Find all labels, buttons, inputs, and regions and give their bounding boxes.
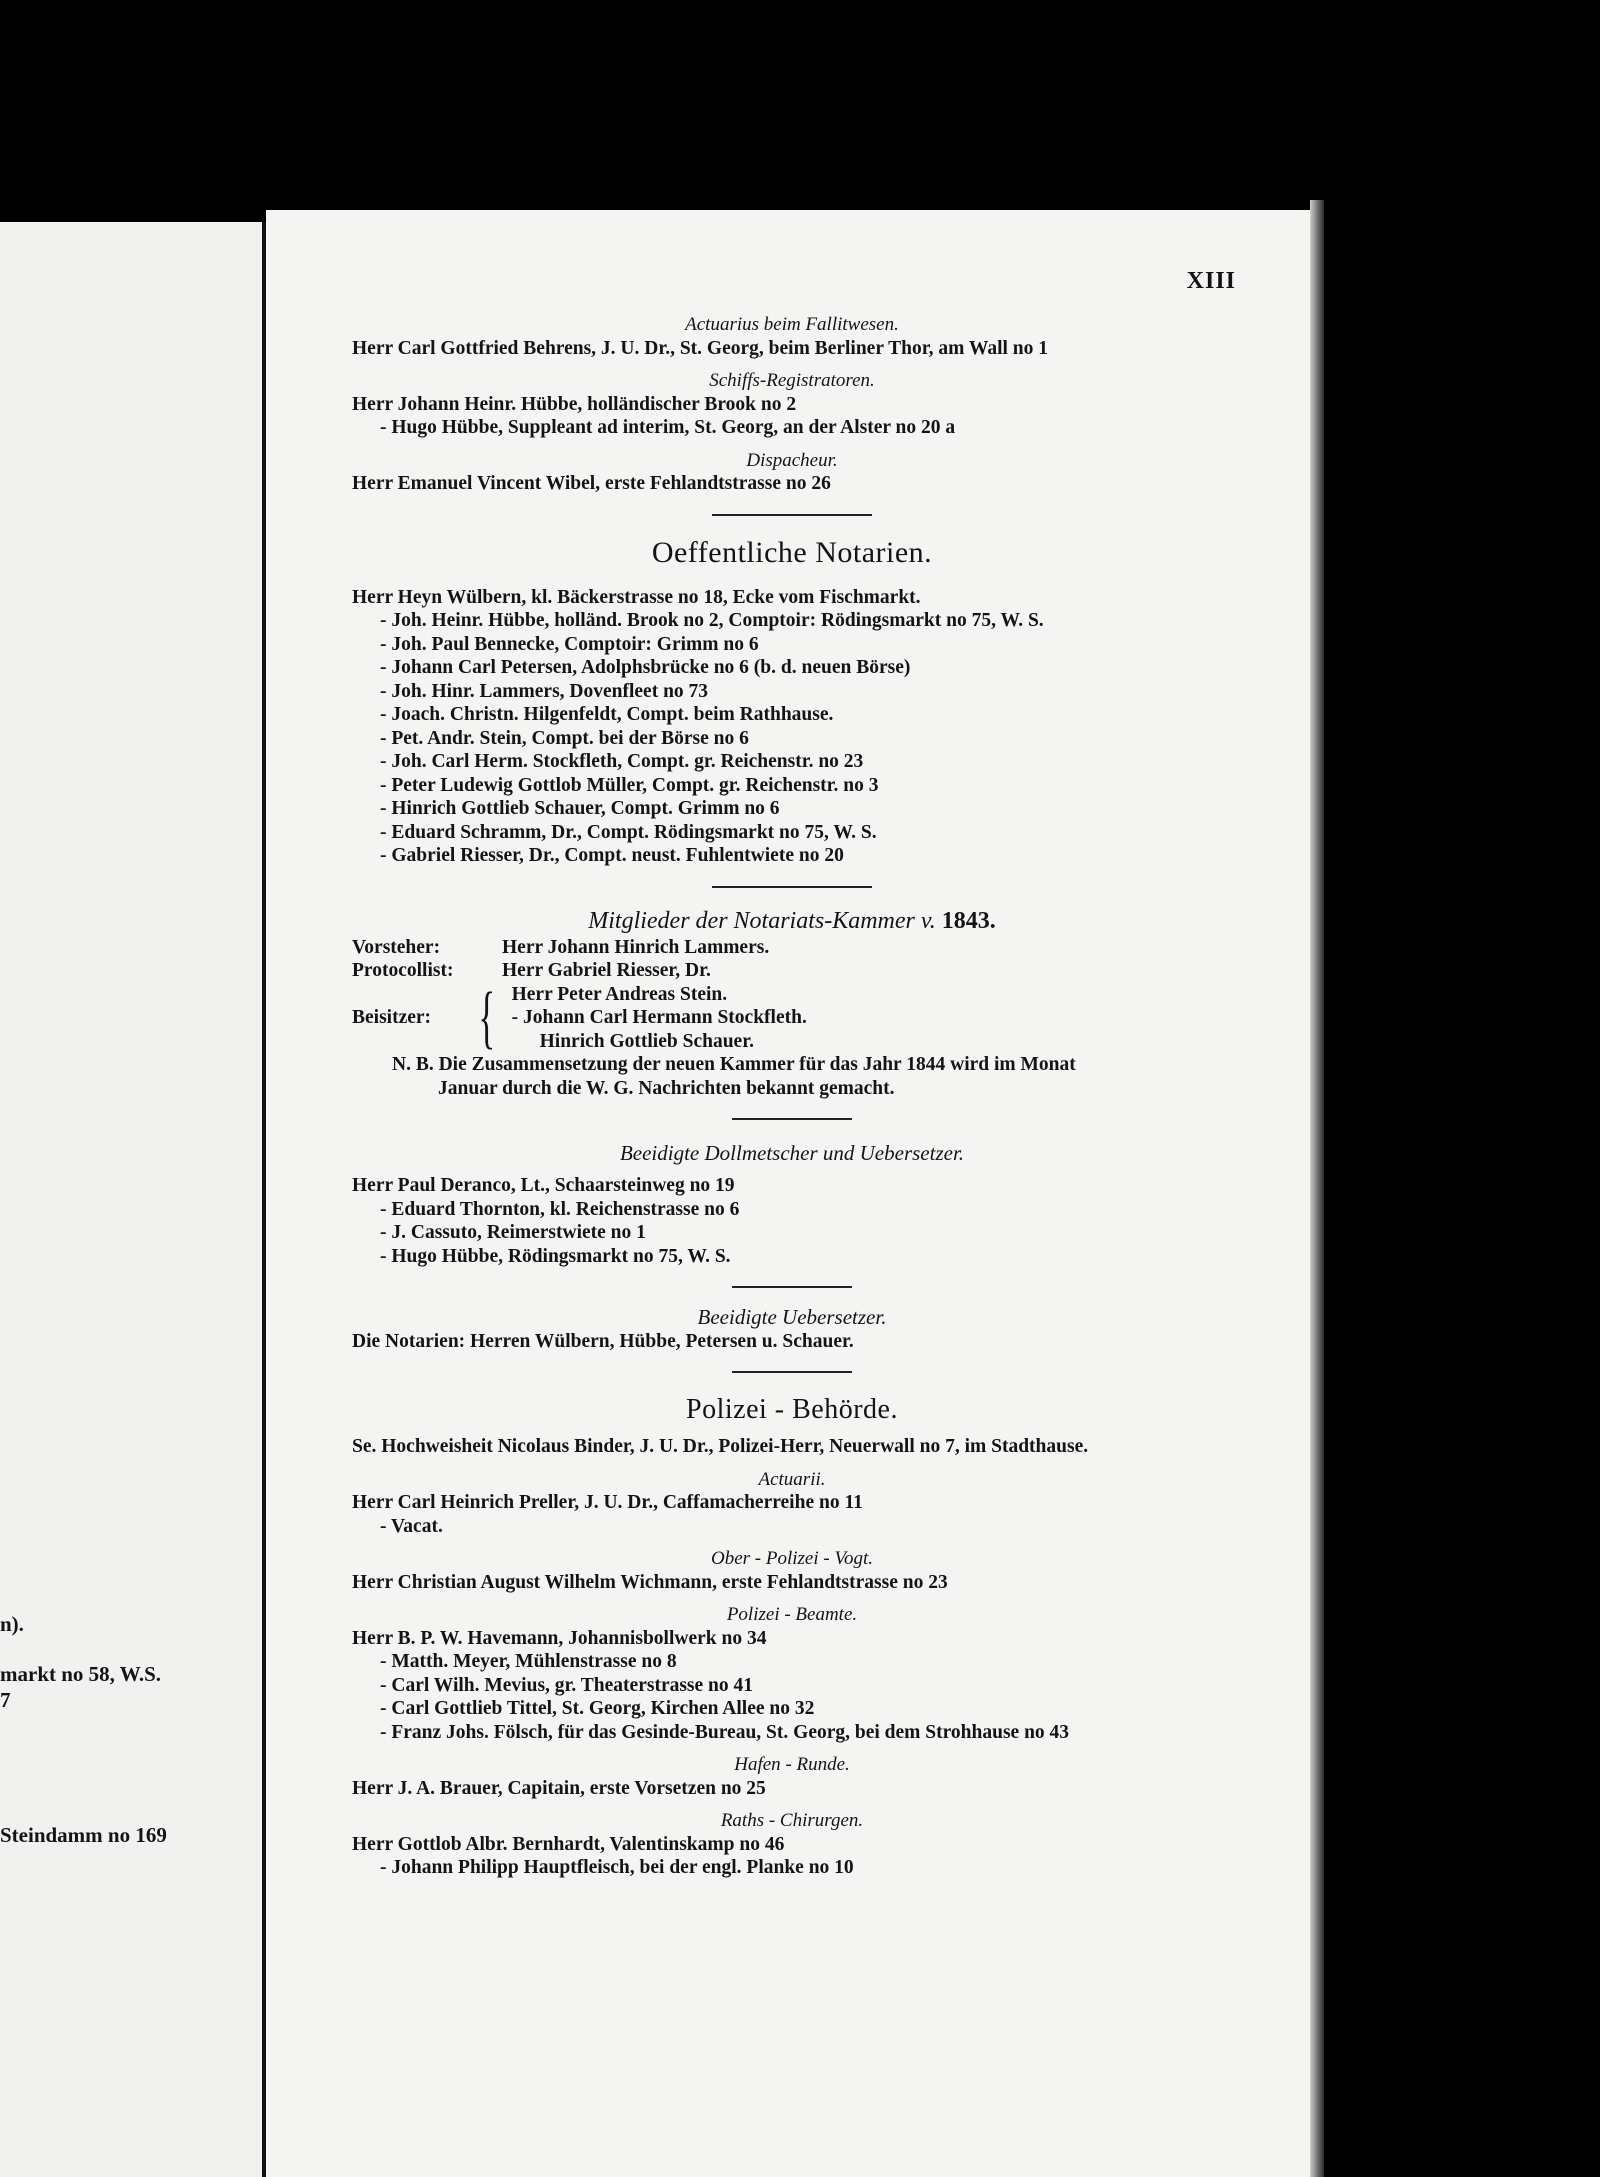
left-fragment: Steindamm no 169 — [0, 1823, 167, 1847]
entry-line: - Johann Philipp Hauptfleisch, bei der engl. Planke no 10 — [380, 1857, 854, 1878]
entry-line: Herr J. A. Brauer, Capitain, erste Vorsetzen no 25 — [352, 1777, 766, 1799]
entry-line: Herr Johann Heinr. Hübbe, holländischer Brook no 2 — [352, 393, 797, 415]
section-title: Polizei - Behörde. — [686, 1394, 898, 1425]
entry-line: - J. Cassuto, Reimerstwiete no 1 — [380, 1222, 646, 1243]
entry-line: - Vacat. — [380, 1515, 443, 1537]
section-dollmetscher — [352, 1138, 1232, 1268]
kammer-heading-text: Mitglieder der Notariats-Kammer v. — [588, 907, 936, 934]
left-fragment: markt no 58, W.S. — [0, 1662, 162, 1686]
left-fragment: 7 — [0, 1688, 11, 1712]
section-heading: Beeidigte Dollmetscher und Uebersetzer. — [619, 1141, 965, 1165]
entry-line: - Gabriel Riesser, Dr., Compt. neust. Fuhlentwiete no 20 — [380, 845, 844, 866]
entry-line: - Eduard Schramm, Dr., Compt. Rödingsmarkt no 75, W. S. — [380, 821, 877, 843]
divider-rule — [732, 1118, 852, 1120]
page-content — [352, 304, 1232, 1888]
beisitzer-item: Hinrich Gottlieb Schauer. — [539, 1030, 754, 1052]
entry-line: Se. Hochweisheit Nicolaus Binder, J. U. Dr., Polizei-Herr, Neuerwall no 7, im Stadthause. — [352, 1436, 1089, 1457]
section-heading: Polizei - Beamte. — [726, 1604, 858, 1625]
entry-line: - Hinrich Gottlieb Schauer, Compt. Grimm no 6 — [380, 798, 780, 819]
kammer-note: N. B. Die Zusammensetzung der neuen Kammer für das Jahr 1844 wird im Monat — [392, 1054, 1076, 1075]
section-heading: Beeidigte Uebersetzer. — [697, 1305, 887, 1329]
section-kammer — [352, 906, 1232, 1101]
section-heading: Actuarius beim Fallitwesen. — [685, 314, 899, 335]
entry-line: - Matth. Meyer, Mühlenstrasse no 8 — [380, 1651, 677, 1672]
kammer-row — [352, 936, 1232, 960]
beisitzer-list — [512, 983, 807, 1054]
section-actuarii — [352, 1468, 1232, 1539]
section-notarien — [352, 534, 1232, 868]
section-heading: Actuarii. — [758, 1468, 826, 1490]
entry-line: - Joh. Carl Herm. Stockfleth, Compt. gr. Reichenstr. no 23 — [380, 751, 864, 772]
entry-line: Herr Emanuel Vincent Wibel, erste Fehlandtstrasse no 26 — [352, 473, 831, 494]
entry-line: - Carl Gottlieb Tittel, St. Georg, Kirchen Allee no 32 — [380, 1698, 815, 1719]
entry-line: Die Notarien: Herren Wülbern, Hübbe, Petersen u. Schauer. — [352, 1330, 854, 1352]
section-actuarius — [352, 313, 1232, 360]
entry-line: - Peter Ludewig Gottlob Müller, Compt. gr. Reichenstr. no 3 — [380, 774, 879, 796]
section-vogt — [352, 1547, 1232, 1594]
section-heading: Hafen - Runde. — [734, 1754, 850, 1775]
kammer-value: Herr Gabriel Riesser, Dr. — [502, 960, 711, 981]
entry-line: Herr Christian August Wilhelm Wichmann, erste Fehlandtstrasse no 23 — [352, 1571, 948, 1593]
entry-line: - Pet. Andr. Stein, Compt. bei der Börse no 6 — [380, 727, 749, 749]
kammer-note: Januar durch die W. G. Nachrichten bekannt gemacht. — [438, 1077, 895, 1099]
entry-line: - Franz Johs. Fölsch, für das Gesinde-Bureau, St. Georg, bei dem Strohhause no 43 — [380, 1721, 1070, 1743]
page-edge — [1310, 200, 1324, 2177]
section-schiffs — [352, 369, 1232, 440]
section-beamte — [352, 1603, 1232, 1744]
entry-line: - Joh. Heinr. Hübbe, holländ. Brook no 2, Comptoir: Rödingsmarkt no 75, W. S. — [380, 610, 1044, 631]
right-page — [266, 210, 1310, 2177]
entry-line: Herr Heyn Wülbern, kl. Bäckerstrasse no 18, Ecke vom Fischmarkt. — [352, 586, 921, 608]
section-heading: Raths - Chirurgen. — [720, 1810, 864, 1831]
page-number: XIII — [1186, 268, 1236, 294]
beisitzer-item: - Johann Carl Hermann Stockfleth. — [511, 1007, 807, 1028]
entry-line: - Eduard Thornton, kl. Reichenstrasse no 6 — [380, 1198, 740, 1220]
section-dispacheur — [352, 449, 1232, 496]
entry-line: - Hugo Hübbe, Suppleant ad interim, St. Georg, an der Alster no 20 a — [380, 417, 956, 438]
kammer-label: Vorsteher: — [352, 936, 441, 958]
section-polizei — [352, 1391, 1232, 1459]
section-title: Oeffentliche Notarien. — [651, 535, 933, 569]
divider-rule — [732, 1371, 852, 1373]
entry-line: Herr Carl Gottfried Behrens, J. U. Dr., St. Georg, beim Berliner Thor, am Wall no 1 — [352, 337, 1049, 359]
section-heading: Dispacheur. — [746, 449, 838, 471]
entry-line: - Joh. Hinr. Lammers, Dovenfleet no 73 — [380, 680, 709, 702]
divider-rule — [732, 1286, 852, 1288]
entry-line: Herr Paul Deranco, Lt., Schaarsteinweg no 19 — [352, 1175, 735, 1196]
entry-line: - Joh. Paul Bennecke, Comptoir: Grimm no 6 — [380, 633, 759, 655]
entry-line: - Johann Carl Petersen, Adolphsbrücke no 6 (b. d. neuen Börse) — [380, 657, 911, 678]
entry-line: - Hugo Hübbe, Rödingsmarkt no 75, W. S. — [380, 1245, 731, 1267]
entry-line: Herr Carl Heinrich Preller, J. U. Dr., Caffamacherreihe no 11 — [352, 1492, 863, 1513]
left-fragment: n). — [0, 1612, 24, 1636]
section-uebersetzer — [352, 1306, 1232, 1353]
divider-rule — [712, 886, 872, 888]
kammer-label: Beisitzer: — [352, 1007, 432, 1028]
divider-rule — [712, 514, 872, 516]
beisitzer-item: Herr Peter Andreas Stein. — [511, 983, 728, 1005]
section-chirurgen — [352, 1809, 1232, 1880]
kammer-year: 1843. — [941, 907, 996, 934]
kammer-label: Protocollist: — [352, 960, 454, 981]
beisitzer-block — [352, 978, 1232, 1056]
kammer-value: Herr Johann Hinrich Lammers. — [502, 936, 770, 958]
entry-line: Herr B. P. W. Havemann, Johannisbollwerk no 34 — [352, 1627, 767, 1649]
brace-icon: { — [478, 978, 496, 1056]
entry-line: Herr Gottlob Albr. Bernhardt, Valentinskamp no 46 — [352, 1833, 785, 1855]
entry-line: - Joach. Christn. Hilgenfeldt, Compt. beim Rathhause. — [380, 704, 834, 725]
section-heading — [352, 906, 1232, 936]
section-hafen — [352, 1753, 1232, 1800]
section-heading: Schiffs-Registratoren. — [709, 370, 875, 391]
left-page — [0, 222, 262, 2177]
section-heading: Ober - Polizei - Vogt. — [710, 1548, 873, 1569]
entry-line: - Carl Wilh. Mevius, gr. Theaterstrasse no 41 — [380, 1674, 754, 1696]
